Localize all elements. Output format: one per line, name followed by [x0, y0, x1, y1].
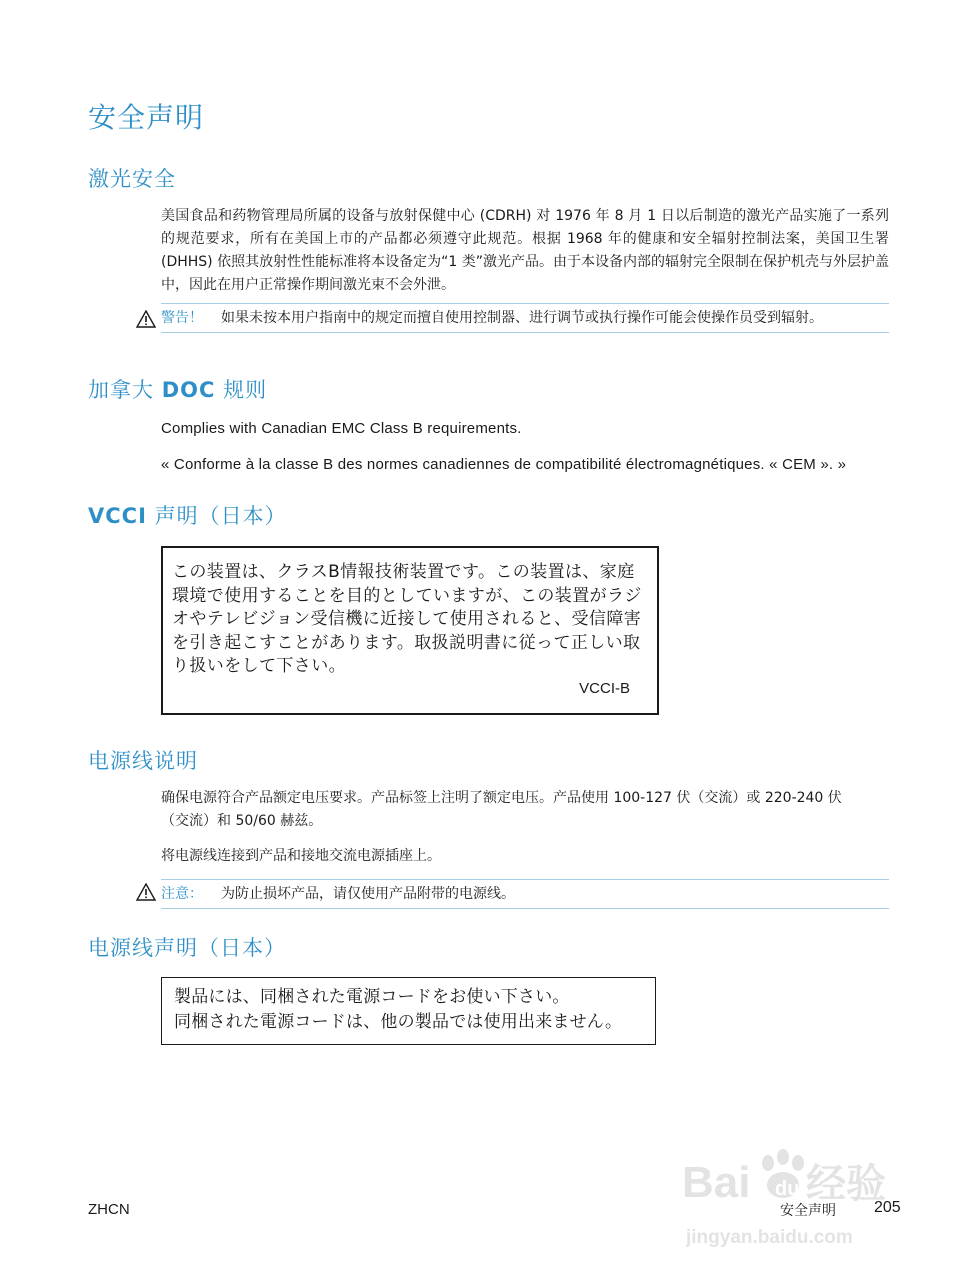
watermark-url: jingyan.baidu.com — [686, 1227, 853, 1248]
caution-icon — [136, 883, 156, 901]
footer-section: 安全声明 — [780, 1203, 836, 1219]
warning-text: 如果未按本用户指南中的规定而擅自使用控制器、进行调节或执行操作可能会使操作员受到辐射。 — [221, 310, 823, 326]
footer-locale: ZHCN — [88, 1201, 130, 1218]
power-cord-japan-line-1: 製品には、同梱された電源コードをお使い下さい。 — [174, 987, 570, 1007]
watermark-brand: Bai — [682, 1158, 751, 1207]
laser-warning-note — [161, 303, 889, 333]
canada-line-french: « Conforme à la classe B des normes canadiennes de compatibilité électromagnétiques. « CEM ». » — [161, 456, 847, 473]
vcci-mark: VCCI-B — [579, 680, 630, 697]
watermark-cn: 经验 — [806, 1162, 886, 1206]
power-cord-japan-line-2: 同梱された電源コードは、他の製品では使用出来ません。 — [174, 1012, 623, 1032]
power-cord-japan-text — [174, 985, 654, 1035]
laser-paragraph: 美国食品和药物管理局所属的设备与放射保健中心 (CDRH) 对 1976 年 8 月 1 日以后制造的激光产品实施了一系列的规范要求，所有在美国上市的产品都必须遵守此规范。根据 1968 年的健康和安全辐射控制法案，美国卫生署 (DHHS) 依照其放射性性能标准将本设备定为“1 类”激光产品。由于本设备内部的辐射完全限制在保护机壳与外层护盖中，因此在用户正常操作期间激光束不会外泄。 — [161, 208, 889, 293]
power-cord-caution-note — [161, 879, 889, 909]
power-cord-connect: 将电源线连接到产品和接地交流电源插座上。 — [161, 848, 441, 864]
canada-line-english: Complies with Canadian EMC Class B requirements. — [161, 420, 522, 437]
section-heading-laser: 激光安全 — [88, 167, 176, 191]
caution-text: 为防止损坏产品，请仅使用产品附带的电源线。 — [221, 886, 515, 902]
page-number: 205 — [874, 1199, 901, 1216]
canada-heading-prefix: 加拿大 — [88, 378, 154, 402]
section-heading-power-cord: 电源线说明 — [88, 749, 198, 773]
caution-label: 注意： — [161, 886, 203, 902]
vcci-heading-bold: VCCI — [88, 504, 147, 528]
section-heading-canada — [88, 374, 267, 404]
vcci-notice-text: この装置は、クラスB情報技術装置です。この装置は、家庭環境で使用することを目的としていますが、この装置がラジオやテレビジョン受信機に近接して使用されると、受信障害を引き起こすことがあります。取扱説明書に従って正しい取り扱いをして下さい。 — [172, 562, 642, 676]
vcci-heading-suffix: 声明（日本） — [154, 504, 287, 528]
warning-label: 警告！ — [161, 310, 203, 326]
canada-heading-suffix: 规则 — [223, 378, 268, 402]
power-cord-paragraph: 确保电源符合产品额定电压要求。产品标签上注明了额定电压。产品使用 100-127 伏（交流）或 220-240 伏（交流）和 50/60 赫兹。 — [161, 790, 842, 829]
page-title: 安全声明 — [88, 101, 205, 134]
watermark-brand-du: du — [775, 1178, 800, 1200]
section-heading-power-cord-japan: 电源线声明（日本） — [88, 936, 286, 960]
warning-icon — [136, 310, 156, 328]
section-heading-vcci — [88, 500, 287, 530]
canada-heading-bold: DOC — [161, 378, 216, 402]
